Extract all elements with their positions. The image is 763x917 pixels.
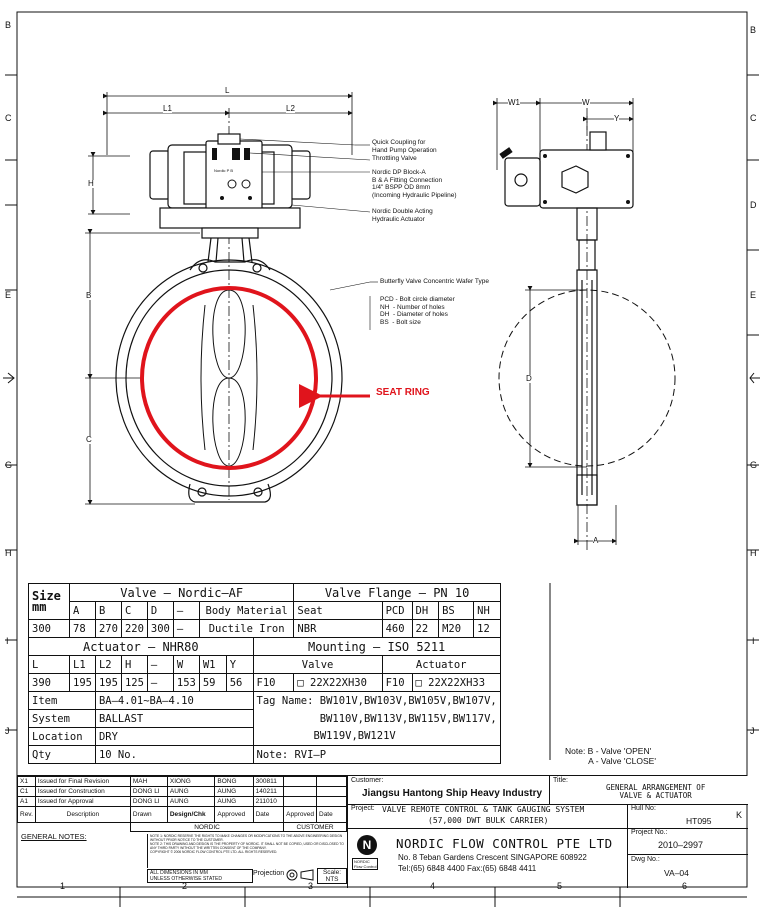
all-dimensions-note: ALL DIMENSIONS IN MM UNLESS OTHERWISE STATED [147, 869, 253, 883]
item-label: Item [29, 692, 96, 710]
rev-a1-chk: AUNG [167, 797, 215, 807]
scale-label: Scale: [322, 869, 342, 876]
zone-right-j: J [750, 726, 755, 736]
callout-throttling-valve: Throttling Valve [372, 155, 417, 162]
hdr-c: C [121, 602, 147, 620]
val-size: 300 [29, 620, 70, 638]
hdr-a: A [70, 602, 96, 620]
val-valve-flange: F10 [253, 674, 294, 692]
callout-hydraulic-actuator: Nordic Double Acting Hydraulic Actuator [372, 208, 433, 223]
val-b: 270 [95, 620, 121, 638]
project-no-value: 2010–2997 [658, 840, 704, 850]
customer-header: CUSTOMER [284, 823, 347, 832]
val-act-flange: F10 [382, 674, 412, 692]
note-rvi: Note: RVI–P [253, 746, 500, 764]
rev-a1-desc: Issued for Approval [35, 797, 130, 807]
hdr-body-material: Body Material [199, 602, 294, 620]
zone-left-i: I [6, 636, 9, 646]
svg-text:N: N [362, 838, 372, 852]
tag-name-1: Tag Name: BW101V,BW103V,BW105V,BW107V, [253, 692, 500, 710]
hdr-b: B [95, 602, 121, 620]
zone-right-d: D [750, 200, 757, 210]
hdr-seat: Seat [294, 602, 382, 620]
val-dash2: – [147, 674, 173, 692]
val-c: 220 [121, 620, 147, 638]
val-bs: M20 [439, 620, 474, 638]
val-l: 390 [29, 674, 70, 692]
location-label: Location [29, 728, 96, 746]
rev-c1-date: 140211 [253, 787, 284, 797]
nordic-header: NORDIC [130, 823, 283, 832]
hdr-dh: DH [412, 602, 439, 620]
val-a: 78 [70, 620, 96, 638]
projection-symbol-icon [285, 868, 315, 882]
callout-butterfly-valve: Butterfly Valve Concentric Wafer Type [380, 278, 489, 285]
rev-a1-date: 211010 [253, 797, 284, 807]
rev-hdr-approved2: Approved [284, 807, 317, 823]
zone-right-e: E [750, 290, 757, 300]
dim-d: D [526, 374, 532, 383]
rev-a1-appr: AUNG [215, 797, 253, 807]
project-value-2: (57,000 DWT BULK CARRIER) [428, 816, 549, 825]
hull-value: HT095 [686, 816, 712, 826]
zone-right-c: C [750, 113, 757, 123]
zone-bottom-6: 6 [682, 881, 688, 891]
dim-l2: L2 [286, 104, 295, 113]
rev-hdr-drawn: Drawn [130, 807, 167, 823]
rev-x1-appr: BONG [215, 777, 253, 787]
val-l1: 195 [70, 674, 96, 692]
size-mm-header: Size mm [29, 584, 70, 620]
title-box [549, 776, 748, 805]
hdr-mount-actuator: Actuator [382, 656, 500, 674]
side-view-actuator [505, 132, 633, 270]
val-h: 125 [121, 674, 147, 692]
qty-value: 10 No. [95, 746, 253, 764]
company-box [347, 828, 628, 888]
hdr-pcd: PCD [382, 602, 412, 620]
valve-header: Valve – Nordic–AF [70, 584, 294, 602]
dim-a: A [593, 536, 599, 545]
zone-right-k: K [736, 810, 743, 820]
item-value: BA–4.01~BA–4.10 [95, 692, 253, 710]
company-name: NORDIC FLOW CONTROL PTE LTD [396, 836, 613, 851]
hdr-y: Y [226, 656, 253, 674]
title-block [17, 775, 747, 888]
zone-left-e: E [5, 290, 12, 300]
customer-value: Jiangsu Hantong Ship Heavy Industry [362, 788, 543, 799]
rev-hdr-desc: Description [35, 807, 130, 823]
centre-mark-left [3, 373, 14, 383]
valve-neck [190, 238, 270, 272]
rev-c1-chk: AUNG [167, 787, 215, 797]
revision-table [17, 776, 347, 832]
rev-c1-appr: AUNG [215, 787, 253, 797]
rev-hdr-approved: Approved [215, 807, 253, 823]
hydraulic-actuator [150, 134, 310, 238]
val-nh: 12 [474, 620, 501, 638]
val-l2: 195 [95, 674, 121, 692]
zone-right-h: H [750, 548, 757, 558]
valve-data-table [28, 583, 501, 764]
val-act-shaft: □ 22X22XH33 [412, 674, 500, 692]
projection-label: Projection [253, 870, 285, 877]
dim-y: Y [614, 114, 620, 123]
company-address: No. 8 Teban Gardens Crescent SINGAPORE 608922 [398, 853, 587, 862]
rev-x1-date: 300811 [253, 777, 284, 787]
centre-mark-right [750, 373, 760, 383]
rev-hdr-rev: Rev. [18, 807, 36, 823]
qty-label: Qty [29, 746, 96, 764]
val-y: 56 [226, 674, 253, 692]
hdr-l2: L2 [95, 656, 121, 674]
rev-c1-code: C1 [18, 787, 36, 797]
dim-c: C [86, 435, 92, 444]
project-label: Project: [351, 805, 375, 812]
dwg-no-value: VA–04 [664, 868, 689, 878]
rev-hdr-design: Design/Chk [167, 807, 215, 823]
zone-bottom-1: 1 [60, 881, 66, 891]
zone-bottom-3: 3 [308, 881, 314, 891]
dim-w: W [582, 98, 590, 107]
val-valve-shaft: □ 22X22XH30 [294, 674, 382, 692]
title-label: Title: [553, 777, 568, 784]
callout-dp-block: Nordic DP Block-A B & A Fitting Connection 1/4" BSPP OD 8mm (Incoming Hydraulic Pipeline) [372, 169, 457, 199]
hull-label: Hull No: [631, 805, 656, 812]
hull-box [627, 804, 748, 829]
val-w1: 59 [199, 674, 226, 692]
hdr-d: D [147, 602, 173, 620]
dim-w1: W1 [508, 98, 520, 107]
zone-left-c: C [5, 113, 12, 123]
system-label: System [29, 710, 96, 728]
dim-l1: L1 [163, 104, 172, 113]
fine-print-notes: NOTE 1: NORDIC RESERVE THE RIGHTS TO MAKE CHANGES OR MODIFICATIONS TO THE ABOVE ENGINEERING DESIGN WITHOUT PRIOR NOTICE TO THE CUSTOMER. NOTE 2: THIS DRAWING AND DESIGN IS THE PROPERTY OF NORDIC. IT SHALL NOT BE COPIED, USED OR DISCLOSED TO ANY THIRD PARTY WITHOUT THE WRITTEN CONSENT OF THE COMPANY. COPYRIGHT © 2006 NORDIC FLOW CONTROL PTE LTD. ALL RIGHTS RESERVED. [147, 834, 350, 868]
val-seat: NBR [294, 620, 382, 638]
dim-h: H [88, 179, 94, 188]
project-no-label: Project No.: [631, 829, 668, 836]
zone-right-b: B [750, 25, 757, 35]
tag-name-2: BW110V,BW113V,BW115V,BW117V, [253, 710, 500, 728]
hdr-nh: NH [474, 602, 501, 620]
tag-name-3: BW119V,BW121V [253, 728, 500, 746]
general-notes: GENERAL NOTES: [21, 832, 87, 841]
rev-x1-code: X1 [18, 777, 36, 787]
company-tel: Tel:(65) 6848 4400 Fax:(65) 6848 4411 [398, 864, 537, 873]
mounting-header: Mounting – ISO 5211 [253, 638, 500, 656]
val-pcd: 460 [382, 620, 412, 638]
val-dh: 22 [412, 620, 439, 638]
seat-ring-label: SEAT RING [376, 387, 430, 398]
hdr-w1: W1 [199, 656, 226, 674]
rev-c1-desc: Issued for Construction [35, 787, 130, 797]
callout-bolt-legend: PCD - Bolt circle diameter NH - Number of holes DH - Diameter of holes BS - Bolt size [380, 296, 455, 326]
actuator-header: Actuator – NHR80 [29, 638, 254, 656]
dp-block-label: Nordic P B [214, 168, 234, 173]
location-value: DRY [95, 728, 253, 746]
dwg-no-box [627, 854, 748, 888]
logo-text: NORDIC Flow Control [354, 859, 377, 869]
rev-a1-drawn: DONG LI [130, 797, 167, 807]
hdr-dash2: – [147, 656, 173, 674]
nordic-logo-icon [356, 834, 378, 856]
rev-x1-drawn: MAH [130, 777, 167, 787]
val-w: 153 [173, 674, 199, 692]
val-body-material: Ductile Iron [199, 620, 294, 638]
hdr-w: W [173, 656, 199, 674]
dim-b: B [86, 291, 92, 300]
zone-right-i: I [752, 636, 755, 646]
project-value: VALVE REMOTE CONTROL & TANK GAUGING SYSTEM [382, 805, 585, 814]
hdr-l1: L1 [70, 656, 96, 674]
zone-bottom-5: 5 [557, 881, 563, 891]
hdr-dash: – [173, 602, 199, 620]
title-value: GENERAL ARRANGEMENT OF VALVE & ACTUATOR [606, 783, 706, 800]
val-dash: – [173, 620, 199, 638]
zone-left-g: G [5, 460, 13, 470]
zone-left-h: H [5, 548, 12, 558]
zone-bottom-4: 4 [430, 881, 436, 891]
scale-value: NTS [325, 876, 339, 883]
rev-a1-code: A1 [18, 797, 36, 807]
rev-x1-chk: XIONG [167, 777, 215, 787]
hdr-h: H [121, 656, 147, 674]
dwg-no-label: Dwg No.: [631, 856, 660, 863]
callout-quick-coupling: Quick Coupling for Hand Pump Operation [372, 139, 437, 154]
zone-left-j: J [5, 726, 10, 736]
flange-header: Valve Flange – PN 10 [294, 584, 500, 602]
project-no-box [627, 828, 748, 855]
hdr-mount-valve: Valve [253, 656, 382, 674]
project-box [347, 804, 628, 829]
system-value: BALLAST [95, 710, 253, 728]
zone-bottom-2: 2 [182, 881, 188, 891]
rev-x1-desc: Issued for Final Revision [35, 777, 130, 787]
open-close-note: Note: B - Valve 'OPEN' A - Valve 'CLOSE' [565, 746, 656, 766]
scale-box [317, 868, 347, 884]
dim-l: L [225, 86, 230, 95]
rev-hdr-date2: Date [317, 807, 347, 823]
val-d: 300 [147, 620, 173, 638]
hdr-l: L [29, 656, 70, 674]
rev-hdr-date: Date [253, 807, 284, 823]
zone-left-b: B [5, 20, 12, 30]
hdr-bs: BS [439, 602, 474, 620]
rev-c1-drawn: DONG LI [130, 787, 167, 797]
zone-right-g: G [750, 460, 758, 470]
customer-label: Customer: [351, 777, 384, 784]
